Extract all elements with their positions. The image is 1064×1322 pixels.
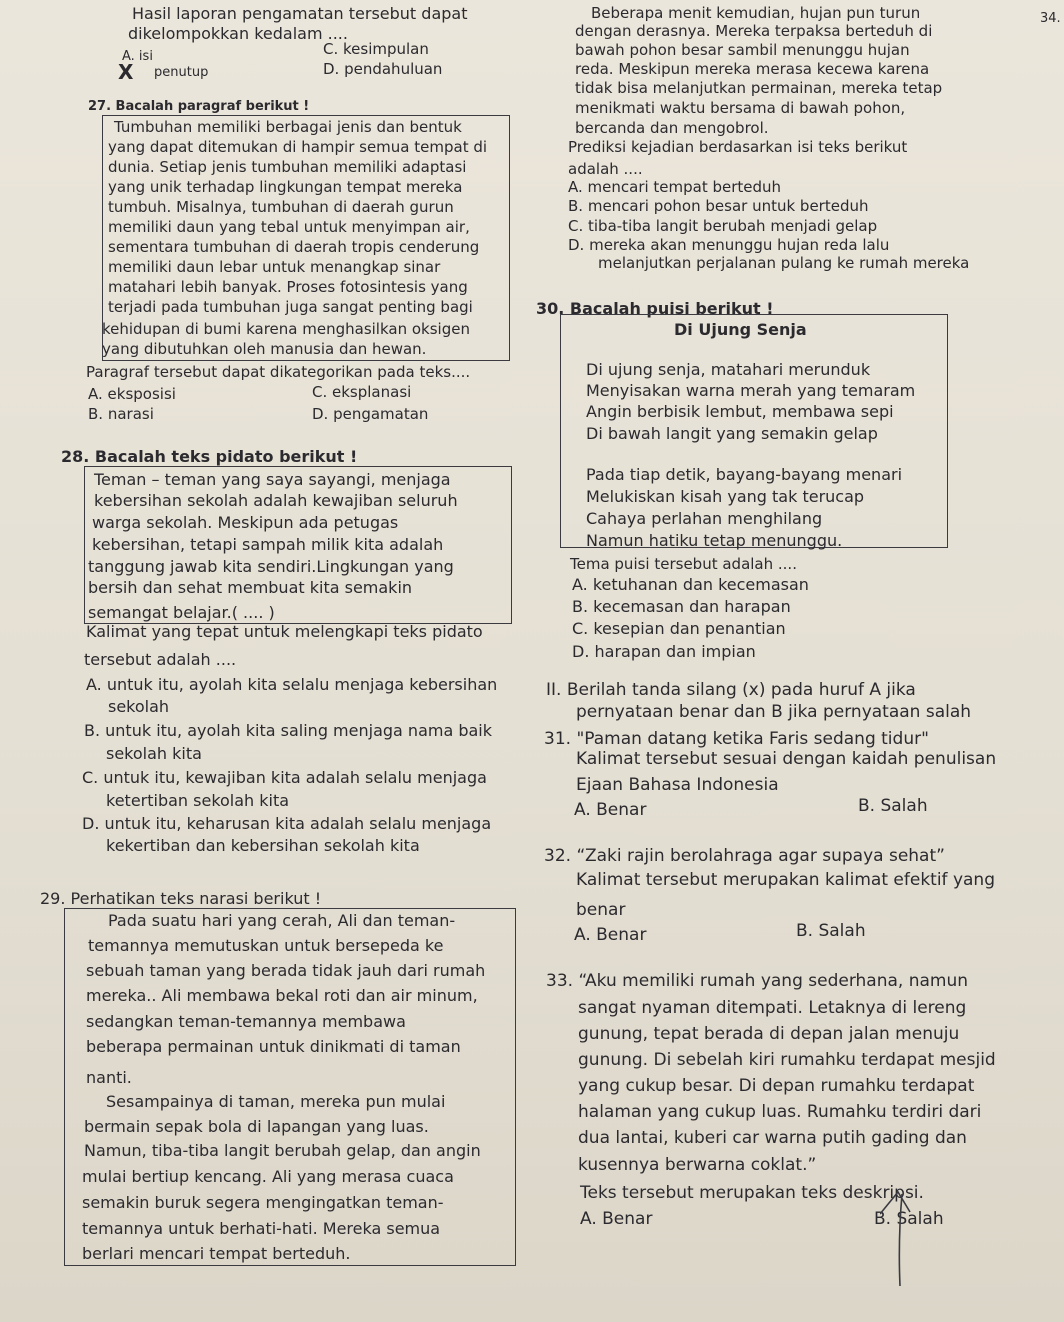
- q31-option-a: A. Benar: [574, 800, 647, 820]
- q33-option-b: B. Salah: [874, 1209, 944, 1229]
- q28-option-b: B. untuk itu, ayolah kita saling menjaga nama baik: [84, 721, 493, 740]
- q27-line: memiliki daun lebar untuk menangkap sinar: [108, 258, 441, 276]
- q33-option-a: A. Benar: [580, 1209, 653, 1229]
- q29-cont-line: Beberapa menit kemudian, hujan pun turun: [591, 4, 921, 22]
- q29-line: mereka.. Ali membawa bekal roti dan air minum,: [86, 986, 478, 1005]
- q29-option-b: B. mencari pohon besar untuk berteduh: [568, 197, 869, 215]
- q30-option-a: A. ketuhanan dan kecemasan: [572, 575, 809, 594]
- q26-option-b: penutup: [154, 65, 209, 80]
- q30-poem-line: Angin berbisik lembut, membawa sepi: [586, 402, 894, 421]
- q33-line: gunung, tepat berada di depan jalan menuju: [578, 1024, 960, 1044]
- q28-line: semangat belajar.( .... ): [88, 603, 275, 622]
- q29-line: nanti.: [86, 1068, 132, 1087]
- q28-option-d-cont: kekertiban dan kebersihan sekolah kita: [106, 836, 420, 855]
- q28-line: kebersihan, tetapi sampah milik kita adalah: [92, 535, 444, 554]
- q29-line: sebuah taman yang berada tidak jauh dari rumah: [86, 961, 486, 980]
- q29-line: Namun, tiba-tiba langit berubah gelap, dan angin: [84, 1141, 481, 1160]
- q29-line: sedangkan teman-temannya membawa: [86, 1012, 406, 1031]
- q33-question: Teks tersebut merupakan teks deskripsi.: [580, 1183, 924, 1203]
- q33-line: gunung. Di sebelah kiri rumahku terdapat mesjid: [578, 1050, 996, 1070]
- q28-line: bersih dan sehat membuat kita semakin: [88, 578, 413, 597]
- q31-option-b: B. Salah: [858, 796, 928, 816]
- q30-option-d: D. harapan dan impian: [572, 642, 756, 661]
- q29-option-d-cont: melanjutkan perjalanan pulang ke rumah mereka: [598, 254, 970, 272]
- q28-option-b-cont: sekolah kita: [106, 744, 202, 763]
- q30-title: 30. Bacalah puisi berikut !: [536, 299, 774, 318]
- q27-line: memiliki daun yang tebal untuk menyimpan air,: [108, 218, 470, 236]
- q30-option-c: C. kesepian dan penantian: [572, 619, 786, 638]
- q33-line: sangat nyaman ditempati. Letaknya di lereng: [578, 998, 967, 1018]
- q28-title: 28. Bacalah teks pidato berikut !: [61, 447, 358, 466]
- q27-line: yang dapat ditemukan di hampir semua tempat di: [108, 138, 488, 156]
- q33-line: yang cukup besar. Di depan rumahku terdapat: [578, 1076, 975, 1096]
- q28-option-c: C. untuk itu, kewajiban kita adalah selalu menjaga: [82, 768, 487, 787]
- q27-option-b: B. narasi: [88, 405, 154, 423]
- q27-line: Tumbuhan memiliki berbagai jenis dan bentuk: [114, 118, 462, 136]
- q29-line: berlari mencari tempat berteduh.: [82, 1244, 351, 1263]
- q29-option-d: D. mereka akan menunggu hujan reda lalu: [568, 236, 890, 254]
- q27-line: yang unik terhadap lingkungan tempat mereka: [108, 178, 463, 196]
- q28-line: tanggung jawab kita sendiri.Lingkungan yang: [88, 557, 454, 576]
- q27-line: matahari lebih banyak. Proses fotosintesis yang: [108, 278, 468, 296]
- q32-line2: Kalimat tersebut merupakan kalimat efektif yang: [576, 870, 995, 890]
- section-2-instruction-line2: pernyataan benar dan B jika pernyataan salah: [576, 702, 972, 722]
- section-2-instruction-line1: II. Berilah tanda silang (x) pada huruf A jika: [546, 680, 916, 700]
- q28-option-d: D. untuk itu, keharusan kita adalah selalu menjaga: [82, 814, 492, 833]
- q33-line: kusennya berwarna coklat.”: [578, 1155, 817, 1175]
- q26-answer-cross-mark: X: [118, 60, 134, 84]
- q26-stem-line1: Hasil laporan pengamatan tersebut dapat: [132, 4, 468, 23]
- q29-cont-line: bercanda dan mengobrol.: [575, 119, 769, 137]
- q27-question: Paragraf tersebut dapat dikategorikan pada teks....: [86, 363, 471, 381]
- q29-cont-line: menikmati waktu bersama di bawah pohon,: [575, 99, 906, 117]
- q30-poem-line: Di ujung senja, matahari merunduk: [586, 360, 871, 379]
- q30-option-b: B. kecemasan dan harapan: [572, 597, 791, 616]
- q29-cont-line: reda. Meskipun mereka merasa kecewa karena: [575, 60, 930, 78]
- q33-line: halaman yang cukup luas. Rumahku terdiri dari: [578, 1102, 982, 1122]
- q31-line2: Kalimat tersebut sesuai dengan kaidah penulisan: [576, 749, 997, 769]
- q33-line: 33. “Aku memiliki rumah yang sederhana, namun: [546, 971, 969, 991]
- q32-statement: 32. “Zaki rajin berolahraga agar supaya sehat”: [544, 846, 945, 866]
- q32-option-b: B. Salah: [796, 921, 866, 941]
- q29-title: 29. Perhatikan teks narasi berikut !: [40, 889, 322, 908]
- q27-option-c: C. eksplanasi: [312, 383, 412, 401]
- q30-poem-line: Menyisakan warna merah yang temaram: [586, 381, 916, 400]
- q27-option-d: D. pengamatan: [312, 405, 429, 423]
- q31-statement: 31. "Paman datang ketika Faris sedang tidur": [544, 729, 929, 749]
- q29-cont-line: tidak bisa melanjutkan permainan, mereka tetap: [575, 79, 943, 97]
- q29-line: temannya memutuskan untuk bersepeda ke: [88, 936, 444, 955]
- q30-poem-title: Di Ujung Senja: [674, 320, 807, 339]
- q29-option-c: C. tiba-tiba langit berubah menjadi gelap: [568, 217, 878, 235]
- q31-line3: Ejaan Bahasa Indonesia: [576, 775, 779, 795]
- q29-line: beberapa permainan untuk dinikmati di taman: [86, 1037, 461, 1056]
- q29-option-a: A. mencari tempat berteduh: [568, 178, 782, 196]
- q28-line: kebersihan sekolah adalah kewajiban seluruh: [94, 491, 458, 510]
- q27-title: 27. Bacalah paragraf berikut !: [88, 99, 310, 114]
- q30-poem-line: Cahaya perlahan menghilang: [586, 509, 823, 528]
- q30-poem-line: Namun hatiku tetap menunggu.: [586, 531, 843, 550]
- q27-line: terjadi pada tumbuhan juga sangat penting bagi: [108, 298, 473, 316]
- q29-line: Pada suatu hari yang cerah, Ali dan teman-: [108, 911, 456, 930]
- q26-stem-line2: dikelompokkan kedalam ....: [128, 24, 348, 43]
- q26-option-c: C. kesimpulan: [323, 40, 429, 58]
- q27-line: dunia. Setiap jenis tumbuhan memiliki adaptasi: [108, 158, 467, 176]
- q27-line: tumbuh. Misalnya, tumbuhan di daerah gurun: [108, 198, 454, 216]
- q28-question-line1: Kalimat yang tepat untuk melengkapi teks pidato: [86, 622, 483, 641]
- q29-cont-line: dengan derasnya. Mereka terpaksa berteduh di: [575, 22, 933, 40]
- q30-poem-line: Pada tiap detik, bayang-bayang menari: [586, 465, 903, 484]
- q26-option-a: A. isi: [122, 49, 153, 64]
- q32-line3: benar: [576, 900, 626, 920]
- q29-line: temannya untuk berhati-hati. Mereka semua: [82, 1219, 441, 1238]
- q28-option-c-cont: ketertiban sekolah kita: [106, 791, 290, 810]
- q28-line: Teman – teman yang saya sayangi, menjaga: [94, 470, 451, 489]
- q29-line: bermain sepak bola di lapangan yang luas.: [84, 1117, 429, 1136]
- q33-handwritten-answer-stroke: [880, 1190, 920, 1290]
- q30-poem-line: Di bawah langit yang semakin gelap: [586, 424, 878, 443]
- q28-option-a: A. untuk itu, ayolah kita selalu menjaga kebersihan: [86, 675, 498, 694]
- q28-line: warga sekolah. Meskipun ada petugas: [92, 513, 399, 532]
- q27-line: kehidupan di bumi karena menghasilkan oksigen: [102, 320, 470, 338]
- q28-option-a-cont: sekolah: [108, 697, 170, 716]
- q26-option-d: D. pendahuluan: [323, 60, 443, 78]
- q30-question: Tema puisi tersebut adalah ....: [570, 555, 797, 573]
- q34-number: 34.: [1040, 11, 1061, 26]
- q27-option-a: A. eksposisi: [88, 385, 176, 403]
- q28-question-line2: tersebut adalah ....: [84, 650, 237, 669]
- q29-line: Sesampainya di taman, mereka pun mulai: [106, 1092, 446, 1111]
- q32-option-a: A. Benar: [574, 925, 647, 945]
- q30-poem-line: Melukiskan kisah yang tak terucap: [586, 487, 865, 506]
- q29-cont-line: bawah pohon besar sambil menunggu hujan: [575, 41, 910, 59]
- q27-line: yang dibutuhkan oleh manusia dan hewan.: [102, 340, 427, 358]
- q29-line: semakin buruk segera mengingatkan teman-: [82, 1193, 444, 1212]
- q29-question-line1: Prediksi kejadian berdasarkan isi teks berikut: [568, 138, 908, 156]
- q29-line: mulai bertiup kencang. Ali yang merasa cuaca: [82, 1167, 454, 1186]
- q33-line: dua lantai, kuberi car warna putih gading dan: [578, 1128, 967, 1148]
- q29-question-line2: adalah ....: [568, 160, 643, 178]
- q27-line: sementara tumbuhan di daerah tropis cenderung: [108, 238, 480, 256]
